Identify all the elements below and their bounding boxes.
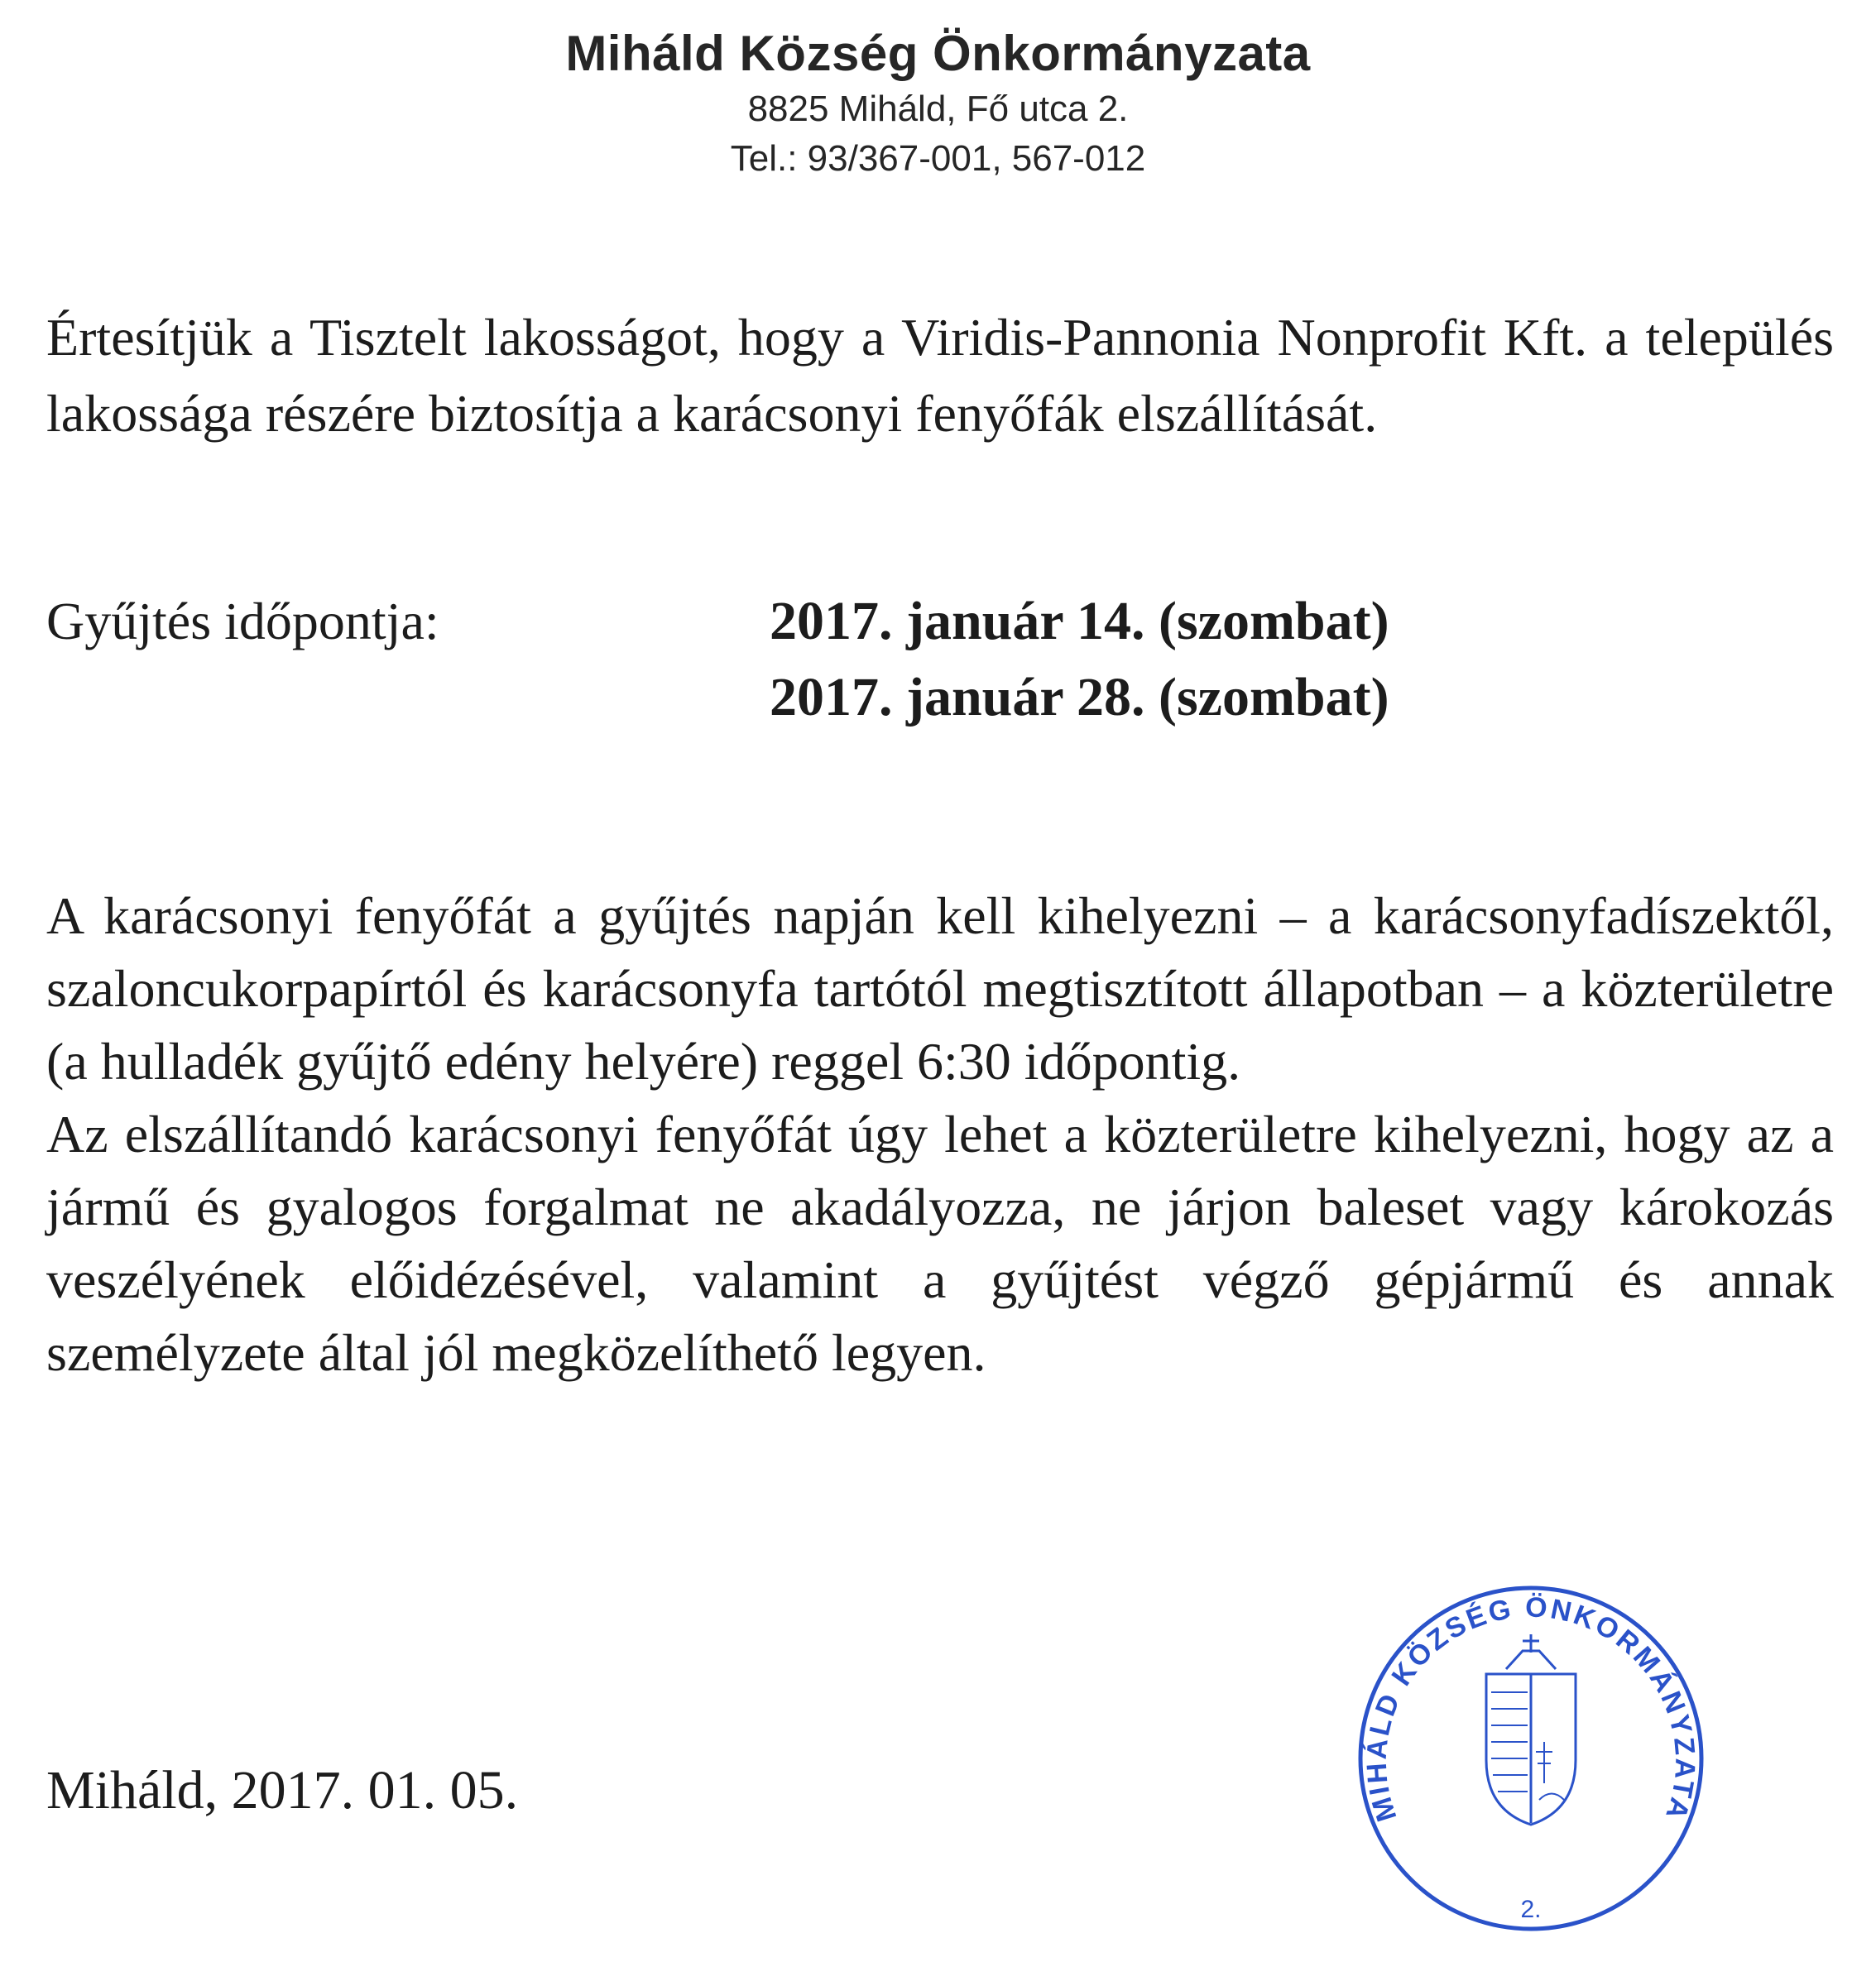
letterhead: [0, 23, 1876, 184]
collection-dates: [770, 583, 1389, 736]
stamp-number: 2.: [1520, 1896, 1542, 1923]
organization-address: 8825 Miháld, Fő utca 2.: [747, 89, 1129, 129]
collection-date-1: 2017. január 14. (szombat): [770, 591, 1389, 651]
collection-date-2: 2017. január 28. (szombat): [770, 667, 1389, 727]
official-stamp: [1349, 1576, 1713, 1940]
instructions: [46, 880, 1834, 1389]
stamp-text: MIHÁLD KÖZSÉG ÖNKORMÁNYZATA: [1360, 1591, 1701, 1825]
coat-of-arms-icon: [1486, 1634, 1576, 1825]
intro-paragraph: Értesítjük a Tisztelt lakosságot, hogy a Viridis-Pannonia Nonprofit Kft. a település lakossága részére biztosítja a karácsonyi fenyőfák elszállítását.: [46, 308, 1834, 443]
instruction-paragraph-1: A karácsonyi fenyőfát a gyűjtés napján kell kihelyezni – a karácsonyfadíszektől, szaloncukorpapírtól és karácsonyfa tartótól megtisztított állapotban – a közterületre (a hulladék gyűjtő edény helyére) reggel 6:30 időpontig.: [46, 886, 1834, 1091]
collection-label: Gyűjtés időpontja:: [46, 592, 439, 650]
place-and-date: Miháld, 2017. 01. 05.: [46, 1760, 519, 1820]
organization-phone: Tel.: 93/367-001, 567-012: [730, 138, 1146, 179]
instruction-paragraph-2: Az elszállítandó karácsonyi fenyőfát úgy lehet a közterületre kihelyezni, hogy az a jármű és gyalogos forgalmat ne akadályozza, ne járjon baleset vagy károkozás veszélyének előidézésével, valamint a gyűjtést végző gépjármű és annak személyzete által jól megközelíthető legyen.: [46, 1105, 1834, 1382]
organization-name: Miháld Község Önkormányzata: [565, 26, 1311, 81]
